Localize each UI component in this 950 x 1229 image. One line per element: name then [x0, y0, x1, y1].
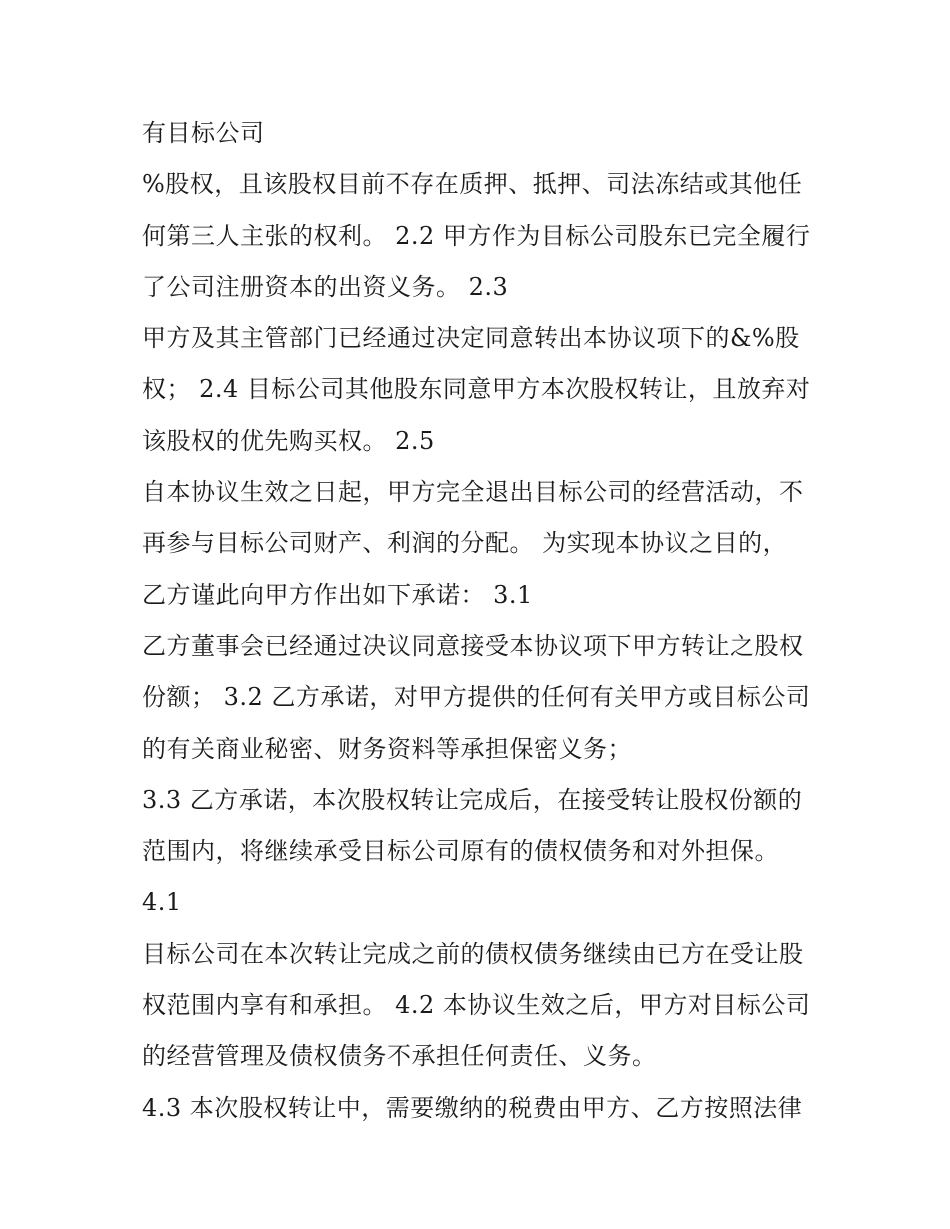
text-line: 乙方董事会已经通过决议同意接受本协议项下甲方转让之股权 [142, 631, 804, 660]
text-line: 了公司注册资本的出资义务。 2.3 [142, 272, 509, 301]
text-line: 再参与目标公司财产、利润的分配。 为实现本协议之目的， [142, 529, 788, 558]
text-line: 的经营管理及债权债务不承担任何责任、义务。 [142, 1042, 657, 1071]
text-line: 权； 2.4 目标公司其他股东同意甲方本次股权转让，且放弃对 [142, 375, 811, 404]
text-line: 份额； 3.2 乙方承诺，对甲方提供的任何有关甲方或目标公司 [142, 683, 811, 712]
text-line: 3.3 乙方承诺，本次股权转让完成后，在接受转让股权份额的 [142, 785, 803, 814]
text-line: 该股权的优先购买权。 2.5 [142, 426, 435, 455]
text-line: 权范围内享有和承担。 4.2 本协议生效之后，甲方对目标公司 [142, 991, 811, 1020]
text-line: %股权，且该股权目前不存在质押、抵押、司法冻结或其他任 [142, 170, 803, 199]
text-line: 目标公司在本次转让完成之前的债权债务继续由已方在受让股 [142, 939, 804, 968]
body-text [142, 108, 842, 1134]
text-line: 乙方谨此向甲方作出如下承诺： 3.1 [142, 580, 533, 609]
text-line: 的有关商业秘密、财务资料等承担保密义务； [142, 734, 632, 763]
text-line: 甲方及其主管部门已经通过决定同意转出本协议项下的&%股 [142, 324, 800, 353]
text-line: 自本协议生效之日起，甲方完全退出目标公司的经营活动，不 [142, 478, 804, 507]
text-line: 范围内，将继续承受目标公司原有的债权债务和对外担保。 [142, 837, 779, 866]
text-line: 4.1 [142, 888, 182, 917]
text-line: 有目标公司 [142, 119, 265, 147]
text-line: 何第三人主张的权利。 2.2 甲方作为目标公司股东已完全履行 [142, 221, 811, 250]
text-line: 4.3 本次股权转让中，需要缴纳的税费由甲方、乙方按照法律 [142, 1093, 803, 1122]
